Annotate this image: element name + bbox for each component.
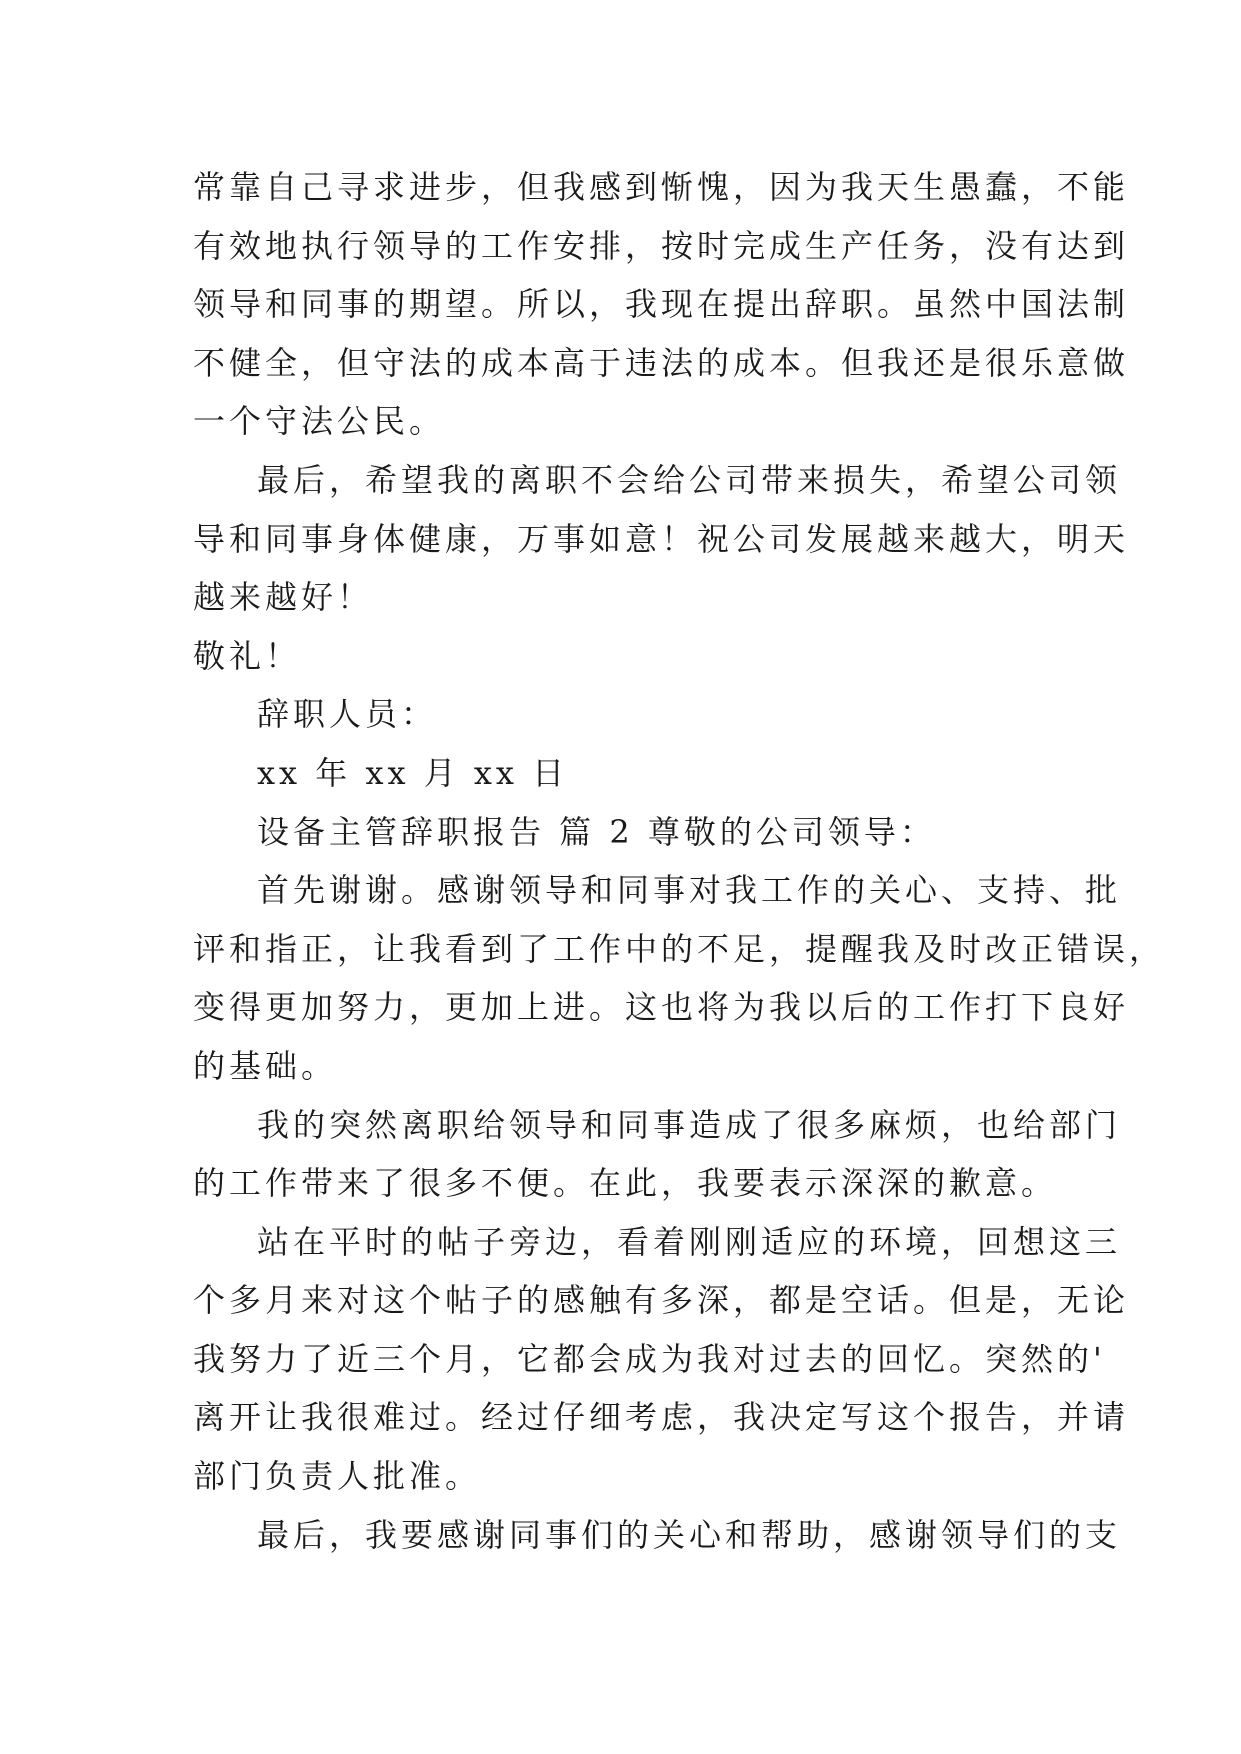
signature-label: 辞职人员：	[257, 695, 438, 734]
text-line: 部门负责人批准。	[193, 1457, 482, 1496]
paragraph-start-line: 站在平时的帖子旁边，看着刚刚适应的环境，回想这三	[257, 1222, 1122, 1261]
text-line: 常靠自己寻求进步，但我感到惭愧，因为我天生愚蠢，不能	[193, 168, 1130, 206]
text-line: 变得更加努力，更加上进。这也将为我以后的工作打下良好	[193, 988, 1130, 1027]
text-line: 的工作带来了很多不便。在此，我要表示深深的歉意。	[193, 1164, 1058, 1203]
text-line: 一个守法公民。	[193, 402, 446, 441]
text-line: 我努力了近三个月，它都会成为我对过去的回忆。突然的'	[193, 1339, 1106, 1378]
closing-salutation: 敬礼！	[193, 636, 302, 675]
text-line: 离开让我很难过。经过仔细考虑，我决定写这个报告，并请	[193, 1398, 1130, 1437]
section-heading: 设备主管辞职报告 篇 2 尊敬的公司领导：	[257, 812, 936, 851]
text-line: 越来越好！	[193, 578, 374, 617]
text-line: 不健全，但守法的成本高于违法的成本。但我还是很乐意做	[193, 343, 1130, 382]
document-page	[193, 158, 1166, 1564]
text-line: 评和指正，让我看到了工作中的不足，提醒我及时改正错误，	[193, 929, 1166, 968]
paragraph-start-line: 我的突然离职给领导和同事造成了很多麻烦，也给部门	[257, 1105, 1122, 1144]
paragraph-start-line: 最后，我要感谢同事们的关心和帮助，感谢领导们的支	[257, 1515, 1122, 1554]
text-line: 有效地执行领导的工作安排，按时完成生产任务，没有达到	[193, 226, 1130, 265]
text-line: 导和同事身体健康，万事如意！祝公司发展越来越大，明天	[193, 519, 1130, 558]
text-line: 的基础。	[193, 1046, 338, 1085]
paragraph-start-line: 首先谢谢。感谢领导和同事对我工作的关心、支持、批	[257, 871, 1122, 910]
text-line: 领导和同事的期望。所以，我现在提出辞职。虽然中国法制	[193, 285, 1130, 324]
paragraph-start-line: 最后，希望我的离职不会给公司带来损失，希望公司领	[257, 460, 1122, 499]
text-line: 个多月来对这个帖子的感触有多深，都是空话。但是，无论	[193, 1281, 1130, 1320]
signature-date: xx 年 xx 月 xx 日	[257, 753, 569, 792]
